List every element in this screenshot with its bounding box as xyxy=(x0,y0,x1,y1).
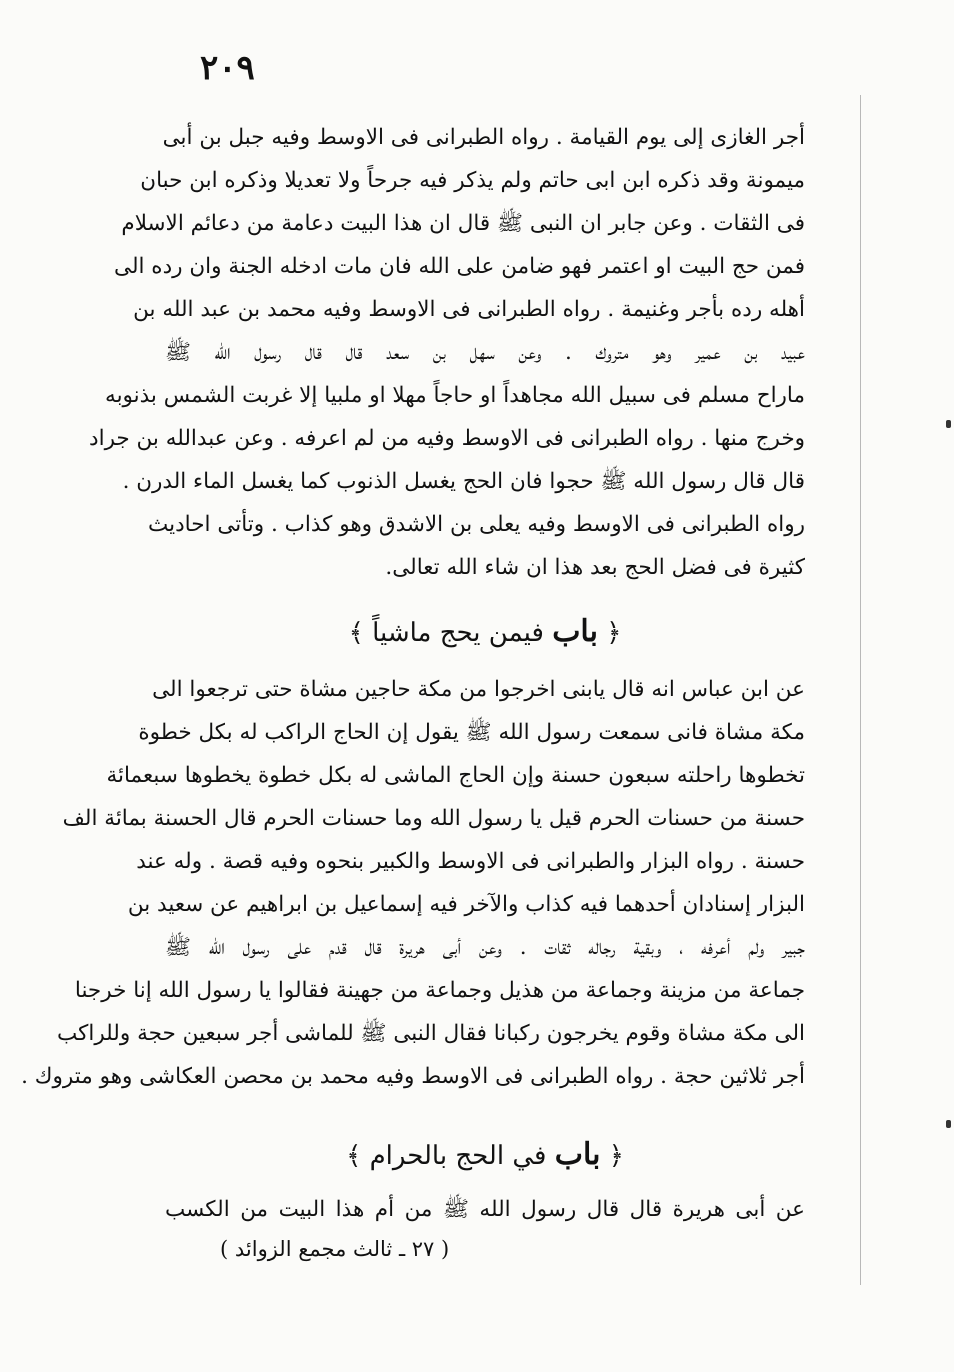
paragraph-hadith-walking-pilgrims xyxy=(21,668,805,1098)
text-line: جماعة من مزينة وجماعة من هذيل وجماعة من جهينة فقالوا يا رسول الله إنا خرجنا xyxy=(74,978,805,1003)
text-line: فمن حج البيت او اعتمر فهو ضامن على الله فان مات ادخله الجنة وان رده الى xyxy=(114,254,805,279)
text-line: تخطوها راحلته سبعون حسنة وإن الحاج الماشى له بكل خطوة يخطوها سبعمائة xyxy=(106,763,805,788)
chapter-title: فيمن يحج ماشياً xyxy=(372,618,544,648)
ornament-bracket-open: ﴿ xyxy=(608,1141,624,1171)
text-line: حسنة من حسنات الحرم قيل يا رسول الله وما حسنات الحرم قال الحسنة بمائة الف xyxy=(62,806,805,831)
text-line: وخرج منها . رواه الطبرانى فى الاوسط وفيه من لم اعرفه . وعن عبدالله بن جراد xyxy=(89,426,805,451)
text-line: جبير ولم أعرفه ، وبقية رجاله ثقات . وعن أبى هريرة قال قدم على رسول الله ﷺ xyxy=(165,935,805,960)
text-line: أجر ثلاثين حجة . رواه الطبرانى فى الاوسط وفيه محمد بن محصن العكاشى وهو متروك . xyxy=(21,1064,805,1089)
ornament-bracket-open: ﴿ xyxy=(606,618,622,648)
volume-signature: ( ٢٧ ـ ثالث مجمع الزوائد ) xyxy=(220,1237,450,1261)
text-line: عبيد بن عمير وهو متروك . وعن سهل بن سعد قال قال رسول الله ﷺ xyxy=(165,340,805,365)
edge-mark xyxy=(946,1120,951,1128)
chapter-title: في الحج بالحرام xyxy=(369,1141,547,1171)
text-line: عن ابن عباس انه قال يابنى اخرجوا من مكة حاجين مشاة حتى ترجعوا الى xyxy=(152,677,805,702)
chapter-word: باب xyxy=(552,614,598,649)
paragraph-hadith-virtue-of-hajj xyxy=(89,116,805,589)
text-line: مكة مشاة فانى سمعت رسول الله ﷺ يقول إن الحاج الراكب له بكل خطوة xyxy=(138,720,805,745)
edge-mark xyxy=(946,420,951,428)
paragraph-hadith-unlawful-earnings xyxy=(165,1188,805,1231)
text-line: أجر الغازى إلى يوم القيامة . رواه الطبرانى فى الاوسط وفيه جبل بن أبى xyxy=(162,125,805,150)
chapter-heading-haram-hajj xyxy=(165,1135,805,1176)
ornament-bracket-close: ﴾ xyxy=(346,1141,362,1171)
chapter-word: باب xyxy=(554,1137,601,1172)
text-line: عن أبى هريرة قال قال رسول الله ﷺ من أم هذا البيت من الكسب xyxy=(165,1197,805,1222)
text-line: ماراح مسلم فى سبيل الله مجاهداً او حاجاً مهلا او ملبيا إلا غربت الشمس بذنوبه xyxy=(105,383,805,408)
text-line: الى مكة مشاة وقوم يخرجون ركبانا فقال النبى ﷺ للماشى أجر سبعين حجة وللراكب xyxy=(57,1021,805,1046)
text-line: ميمونة وقد ذكره ابن ابى حاتم ولم يذكر فيه جرحاً ولا تعديلا وذكره ابن حبان xyxy=(140,168,805,193)
page-edge-rule xyxy=(860,95,861,1285)
text-line: البزار إسنادان أحدهما فيه كذاب والآخر فيه إسماعيل بن ابراهيم عن سعيد بن xyxy=(127,892,805,917)
text-line: أهله رده بأجر وغنيمة . رواه الطبرانى فى الاوسط وفيه محمد بن عبد الله بن xyxy=(133,297,805,322)
ornament-bracket-close: ﴾ xyxy=(348,618,364,648)
page-number: ٢٠٩ xyxy=(200,48,255,88)
text-line: قال قال رسول الله ﷺ حجوا فان الحج يغسل الذنوب كما يغسل الماء الدرن . xyxy=(122,469,805,494)
text-line: كثيرة فى فضل الحج بعد هذا ان شاء الله تعالى. xyxy=(385,555,805,580)
text-line: رواه الطبرانى فى الاوسط وفيه يعلى بن الاشدق وهو كذاب . وتأتى احاديث xyxy=(148,512,805,537)
text-line: فى الثقات . وعن جابر ان النبى ﷺ قال ان هذا البيت دعامة من دعائم الاسلام xyxy=(121,211,805,236)
chapter-heading-walking-hajj xyxy=(165,612,805,653)
text-line: حسنة . رواه البزار والطبرانى فى الاوسط والكبير بنحوه وفيه قصة . وله عند xyxy=(136,849,805,874)
